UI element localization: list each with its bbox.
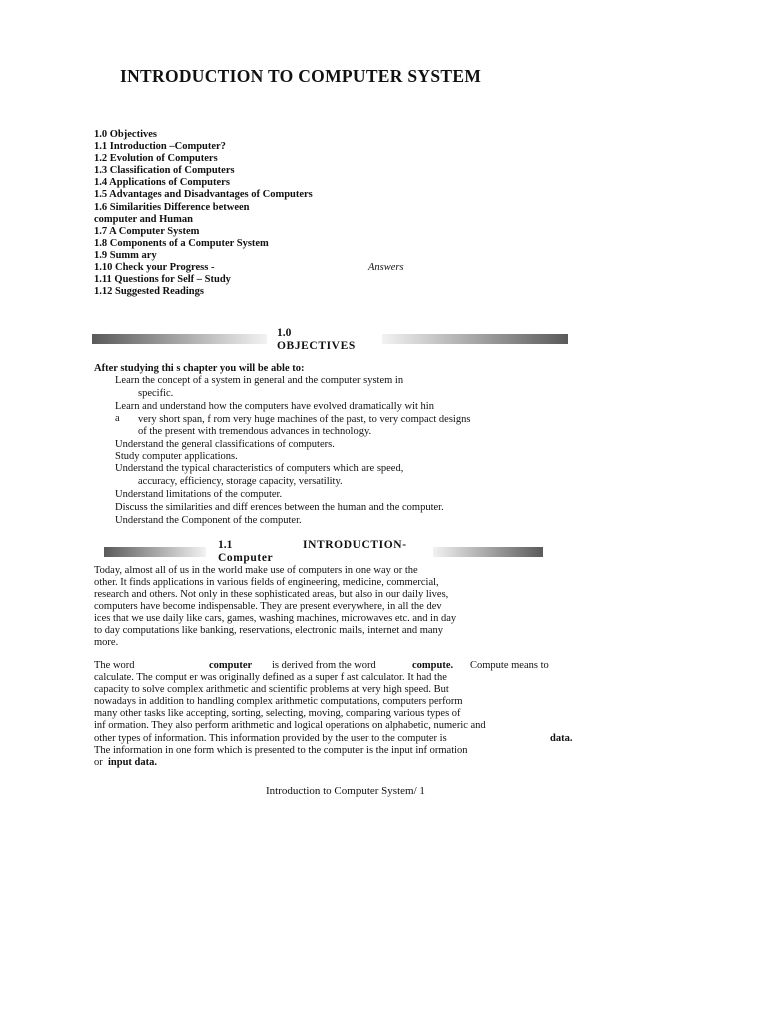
word-label: The word <box>94 660 135 671</box>
objective-item: Learn the concept of a system in general and the computer system in <box>115 375 404 386</box>
intro-paragraph-line: more. <box>94 637 119 648</box>
objective-item: Understand the general classifications of computers. <box>115 439 335 450</box>
objective-item: a <box>115 413 120 424</box>
intro-paragraph-line: inf ormation. They also perform arithmetic and logical operations on alphabetic, numeric and <box>94 720 486 731</box>
intro-paragraph-line: to day computations like banking, reservations, electronic mails, internet and many <box>94 625 444 636</box>
objective-item: specific. <box>138 388 174 399</box>
toc-item: 1.2 Evolution of Computers <box>94 153 218 165</box>
toc-item: 1.9 Summ ary <box>94 249 157 261</box>
section-heading: INTRODUCTION- <box>303 539 407 551</box>
objective-item: of the present with tremendous advances in technology. <box>138 426 372 437</box>
table-of-contents <box>94 129 313 298</box>
section-subheading: Computer <box>218 552 274 564</box>
intro-paragraph-line: calculate. The comput er was originally defined as a super f ast calculator. It had the <box>94 672 447 683</box>
intro-paragraph-line: computers have become indispensable. They are present everywhere, in all the dev <box>94 601 442 612</box>
intro-paragraph-line: many other tasks like accepting, sorting, selecting, moving, comparing various types of <box>94 708 461 719</box>
objective-item: Understand the typical characteristics of computers which are speed, <box>115 463 404 474</box>
toc-item: computer and Human <box>94 213 193 225</box>
toc-item: 1.5 Advantages and Disadvantages of Computers <box>94 189 313 201</box>
intro-paragraph-line: research and others. Not only in these sophisticated areas, but also in our daily lives, <box>94 589 449 600</box>
section-heading: OBJECTIVES <box>277 340 356 352</box>
objective-item: Understand limitations of the computer. <box>115 489 283 500</box>
objective-item: very short span, f rom very huge machines of the past, to very compact designs <box>138 414 471 425</box>
term-input-data: input data. <box>108 757 158 768</box>
or-label: or <box>94 757 103 768</box>
toc-item: 1.1 Introduction –Computer? <box>94 141 226 153</box>
intro-paragraph-line: nowadays in addition to handling complex arithmetic computations, computers perform <box>94 696 463 707</box>
section-bar-right <box>382 334 568 344</box>
intro-paragraph-line: capacity to solve complex arithmetic and scientific problems at very high speed. But <box>94 684 449 695</box>
term-computer: computer <box>209 660 253 671</box>
toc-item: 1.7 A Computer System <box>94 225 200 237</box>
toc-item: 1.3 Classification of Computers <box>94 165 235 177</box>
toc-item: 1.8 Components of a Computer System <box>94 237 269 249</box>
objective-item: Discuss the similarities and diff erences between the human and the computer. <box>115 502 444 513</box>
section-bar-left <box>92 334 267 344</box>
toc-item: 1.4 Applications of Computers <box>94 177 230 189</box>
objective-item: accuracy, efficiency, storage capacity, versatility. <box>138 476 343 487</box>
intro-paragraph-line: The information in one form which is presented to the computer is the input inf ormation <box>94 745 468 756</box>
toc-answers-label: Answers <box>368 262 404 273</box>
section-number: 1.1 <box>218 539 233 551</box>
page-footer: Introduction to Computer System/ 1 <box>266 785 425 797</box>
objective-item: Understand the Component of the computer. <box>115 515 302 526</box>
section-bar-right <box>433 547 543 557</box>
intro-paragraph-line: other. It finds applications in various fields of engineering, medicine, commercial, <box>94 577 439 588</box>
toc-item: 1.10 Check your Progress - <box>94 262 215 274</box>
intro-paragraph-line: Today, almost all of us in the world make use of computers in one way or the <box>94 565 418 576</box>
intro-paragraph-line: ices that we use daily like cars, games, washing machines, microwaves etc. and in day <box>94 613 457 624</box>
section-bar-left <box>104 547 206 557</box>
objective-item: Learn and understand how the computers have evolved dramatically wit hin <box>115 401 434 412</box>
toc-item: 1.12 Suggested Readings <box>94 286 204 298</box>
toc-item: 1.0 Objectives <box>94 129 157 140</box>
intro-paragraph-line: other types of information. This information provided by the user to the computer is <box>94 733 447 744</box>
objectives-intro: After studying thi s chapter you will be able to: <box>94 363 305 374</box>
term-data: data. <box>550 733 573 744</box>
compute-means-text: Compute means to <box>470 660 549 671</box>
term-compute: compute. <box>412 660 454 671</box>
toc-item: 1.6 Similarities Difference between <box>94 201 250 213</box>
toc-item: 1.11 Questions for Self – Study <box>94 274 231 286</box>
page-title: INTRODUCTION TO COMPUTER SYSTEM <box>120 66 482 86</box>
derived-text: is derived from the word <box>272 660 376 671</box>
objective-item: Study computer applications. <box>115 451 238 462</box>
section-number: 1.0 <box>277 327 292 339</box>
